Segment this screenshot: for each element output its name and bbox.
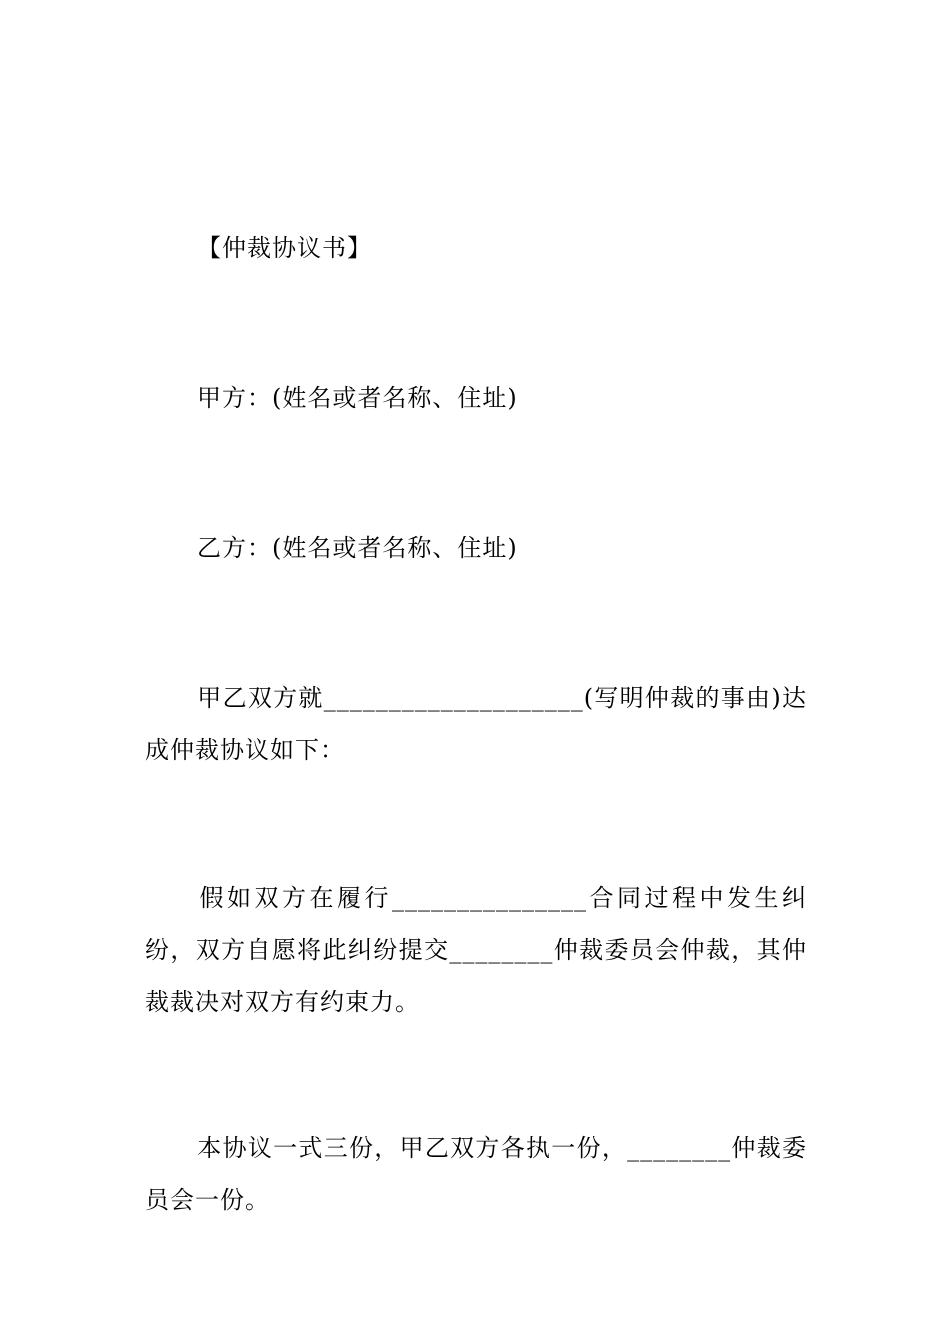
party-a-text: 甲方：(姓名或者名称、住址) — [197, 384, 518, 412]
party-b-line — [145, 522, 807, 574]
paragraph-arbitration-matter-text: 甲乙双方就____________________(写明仲裁的事由)达成仲裁协议如下： — [145, 684, 807, 764]
paragraph-copies — [145, 1122, 807, 1226]
paragraph-dispute-submission — [145, 872, 807, 1028]
document-title — [145, 222, 807, 274]
paragraph-arbitration-matter — [145, 672, 807, 776]
document-title-text: 【仲裁协议书】 — [197, 234, 372, 262]
party-b-text: 乙方：(姓名或者名称、住址) — [197, 534, 518, 562]
party-a-line — [145, 372, 807, 424]
paragraph-copies-text: 本协议一式三份，甲乙双方各执一份，________仲裁委员会一份。 — [145, 1134, 807, 1214]
paragraph-dispute-submission-text: 假如双方在履行_______________合同过程中发生纠纷，双方自愿将此纠纷提交________仲裁委员会仲裁，其仲裁裁决对双方有约束力。 — [145, 884, 807, 1016]
